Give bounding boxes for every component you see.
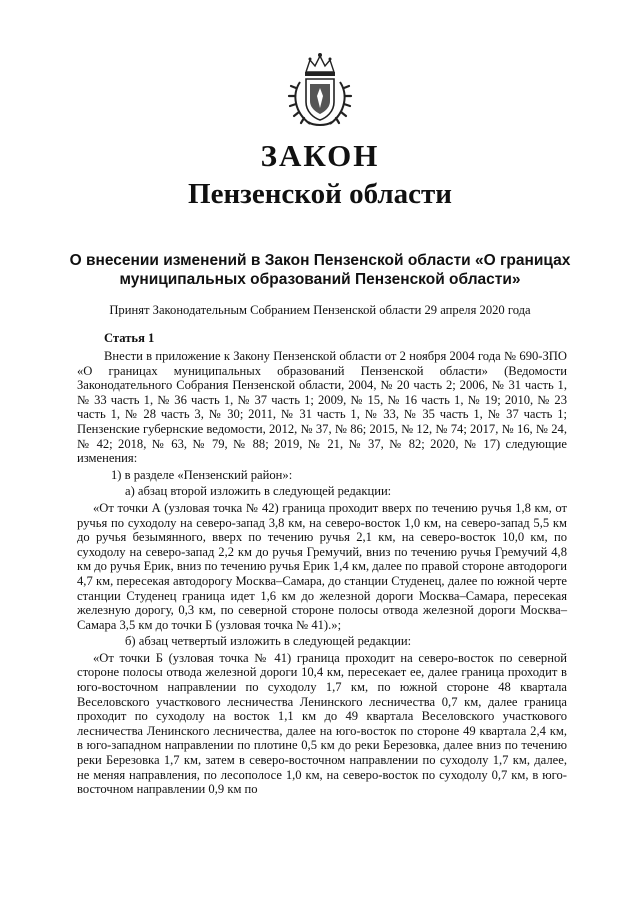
- coat-of-arms-emblem: [286, 52, 354, 128]
- article-heading: Статья 1: [104, 331, 155, 345]
- document-subtitle: Пензенской области: [188, 178, 452, 210]
- quoted-paragraph-b: «От точки Б (узловая точка № 41) граница проходит на северо-восток по северной стороне полосы отвода железной дороги 10,4 км, пересекает ее, далее граница проходит в юго-восточном направлении по суходолу 1,7 км, по южной стороне 48 квартала Веселовского участкового лесничества Ленинского лесничества 0,7 км, далее граница проходит по суходолу на восток 1,1 км до 49 квартала Веселовского участкового лесничества Ленинского лесничества, далее на юго-восток по стороне 49 квартала 2,4 км, в юго-западном направлении по плотине 0,5 км до реки Березовка, далее вниз по течению реки Березовка 1,7 км, затем в северо-восточном направлении по суходолу 1,7 км, далее, не меняя направления, по лесополосе 1,0 км, на северо-восток по суходолу 0,7 км, в юго-восточном направлении 0,9 км по: [77, 650, 567, 797]
- article-intro-paragraph: Внести в приложение к Закону Пензенской области от 2 ноября 2004 года № 690-ЗПО «О границах муниципальных образований Пензенской области» (Ведомости Законодательного Собрания Пензенской области, 2004, № 20 часть 2; 2006, № 31 часть 1, № 33 часть 1, № 36 часть 1, № 37 часть 1; 2009, № 15, № 16 часть 1, № 19; 2010, № 23 часть 1, № 28 часть 3, № 30; 2011, № 31 часть 1, № 33, № 35 часть 1, № 37 часть 1; Пензенские губернские ведомости, 2012, № 37, № 86; 2015, № 12, № 74; 2017, № 16, № 24, № 42; 2018, № 63, № 79, № 88; 2019, № 21, № 37, № 82; 2020, № 17) следующие изменения:: [77, 349, 567, 466]
- law-title: О внесении изменений в Закон Пензенской области «О границах муниципальных образований Пензенской области»: [69, 252, 571, 288]
- sub-item-b: б) абзац четвертый изложить в следующей редакции:: [125, 634, 412, 649]
- document-title: ЗАКОН: [260, 138, 380, 173]
- article-item-1: 1) в разделе «Пензенский район»:: [111, 467, 293, 482]
- article-body: [77, 349, 567, 797]
- adoption-note: Принят Законодательным Собранием Пензенской области 29 апреля 2020 года: [109, 303, 531, 317]
- sub-item-a: а) абзац второй изложить в следующей редакции:: [125, 484, 392, 499]
- quoted-paragraph-a: «От точки А (узловая точка № 42) граница проходит вверх по течению ручья 1,8 км, от ручья по суходолу на северо-запад 3,8 км, на северо-восток 1,0 км, на северо-запад 5,5 км до ручья безымянного, вверх по течению ручья 2,1 км, на северо-восток 10,0 км, по суходолу на северо-запад 2,2 км до ручья Гремучий, вниз по течению ручья Гремучий 4,8 км до ручья Ерик, вниз по течению ручья Ерик 1,4 км, далее по правой стороне автодороги 4,7 км, пересекая автодорогу Москва–Самара, до станции Студенец, далее по южной черте станции Студенец граница идет 1,6 км до железной дороги Москва–Самара, пересекая железную дорогу, 0,3 км, по северной стороне полосы отвода железной дороги Москва–Самара 3,5 км до точки Б (узловая точка № 41).»;: [77, 500, 567, 632]
